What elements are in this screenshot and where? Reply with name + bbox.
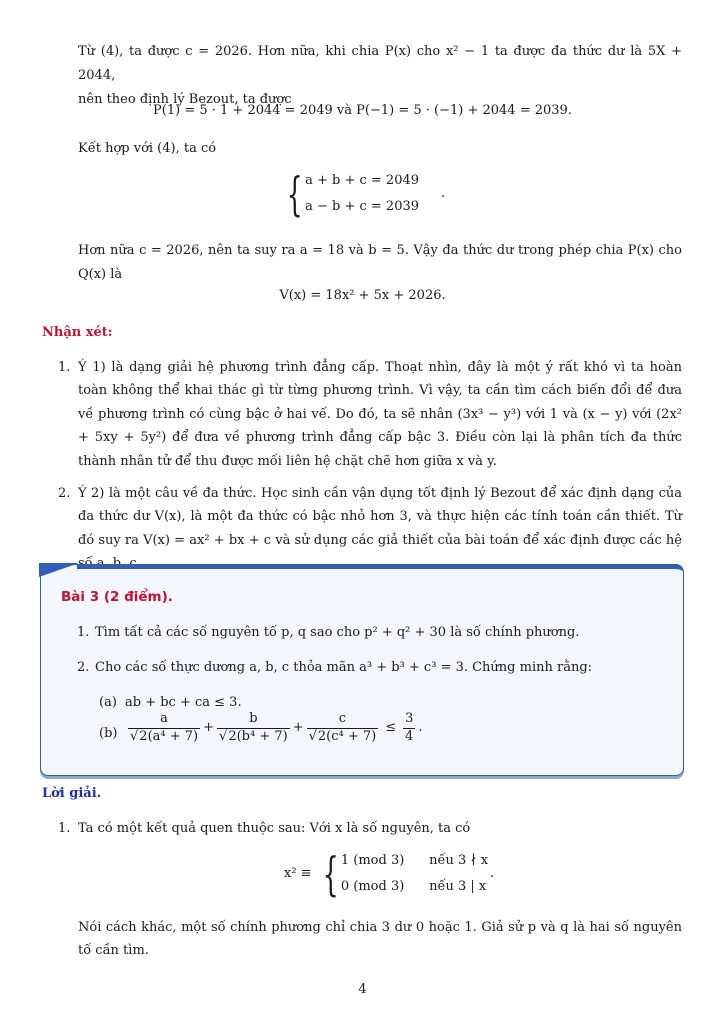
congruence-lhs: x² ≡ bbox=[284, 865, 312, 881]
solution-1-intro: Ta có một kết quả quen thuộc sau: Với x là số nguyên, ta có bbox=[78, 821, 471, 836]
plus-1: + bbox=[203, 719, 215, 735]
remark-item-2: Ý 2) là một câu về đa thức. Học sinh cần vận dụng tốt định lý Bezout để xác định dạng của đa thức dư V(x), là một đa thức có bậc nhỏ hơn 3, và thực hiện các tính toán cần thiết. Từ đó suy ra V(x) = ax² + bx + c và sử dụng các giả thiết của bài toán để xác định được các hệ bbox=[78, 486, 682, 548]
problem-box bbox=[40, 564, 684, 776]
congruence-cases bbox=[284, 848, 494, 900]
problem-qb-inequality bbox=[125, 711, 423, 746]
problem-qa: ab + bc + ca ≤ 3. bbox=[125, 695, 242, 710]
remark-item-2-number: 2. bbox=[58, 486, 71, 501]
congruence-end: . bbox=[490, 865, 495, 881]
solution-1-number: 1. bbox=[58, 821, 71, 836]
leq-sign: ≤ bbox=[385, 719, 397, 735]
solution-heading: Lời giải. bbox=[42, 786, 102, 801]
qb-end: . bbox=[418, 719, 423, 735]
plus-2: + bbox=[292, 719, 304, 735]
system-equations-1 bbox=[42, 168, 683, 220]
page-number: 4 bbox=[358, 982, 367, 997]
solution-1-paragraph: Nói cách khác, một số chính phương chỉ chia 3 dư 0 hoặc 1. Giả sử p và q là hai số nguyên tố cần tìm. bbox=[78, 920, 682, 959]
left-brace-icon: { bbox=[322, 847, 339, 901]
problem-q2-number: 2. bbox=[77, 660, 90, 675]
system-1-row-1: a + b + c = 2049 bbox=[305, 173, 420, 188]
intro-line-1: Từ (4), ta được c = 2026. Hơn nữa, khi chia P(x) cho x² − 1 ta được đa thức dư là 5X + 2044, bbox=[78, 44, 682, 84]
remark-item-1-number: 1. bbox=[58, 360, 71, 375]
fraction-three-quarters: $\frac{3}{4}$ bbox=[405, 711, 414, 744]
problem-title: Bài 3 (2 điểm). bbox=[61, 589, 173, 605]
combine-line: Kết hợp với (4), ta có bbox=[78, 141, 217, 156]
remark-item-1: Ý 1) là dạng giải hệ phương trình đẳng cấp. Thoạt nhìn, đây là một ý rất khó vì ta hoàn toàn không thể khai thác gì từ từng phương trình. Vì vậy, ta cần tìm cách biến đổi để đưa về phương trình có cùng bậc ở hai vế. Do đó, ta sẽ nhân (3x³ − y³) với 1 và (x − y) với (2x² + 5xy + 5y²) để đưa về phương trình đẳng cấp bậc 3. Điều còn lại là phân tích đa thức thành nhân tử để thu được mối liên hệ chặt chẽ hơn giữa x và y. bbox=[78, 360, 682, 469]
intro-line-2: nên theo định lý Bezout, ta được bbox=[78, 92, 292, 108]
remainder-paragraph: Hơn nữa c = 2026, nên ta suy ra a = 18 và b = 5. Vậy đa thức dư trong phép chia P(x) cho Q(x) là bbox=[78, 243, 682, 283]
fraction-c: $\frac{c}{\text{√2(c⁴ + 7)}}$ bbox=[308, 711, 377, 744]
box-corner-decoration bbox=[39, 563, 79, 577]
problem-qb-label: (b) bbox=[99, 726, 118, 741]
left-brace-icon: { bbox=[286, 167, 303, 221]
problem-q1-number: 1. bbox=[77, 625, 90, 640]
equation-remainder: V(x) = 18x² + 5x + 2026. bbox=[279, 288, 446, 303]
fraction-b: $\frac{b}{\text{√2(b⁴ + 7)}}$ bbox=[219, 711, 288, 744]
fraction-a: $\frac{a}{\text{√2(a⁴ + 7)}}$ bbox=[130, 711, 199, 744]
congruence-row-2: 0 (mod 3) nếu 3 | x bbox=[340, 879, 487, 894]
system-1-row-2: a − b + c = 2039 bbox=[305, 199, 420, 214]
system-1-end: . bbox=[441, 185, 446, 201]
problem-q1: Tìm tất cả các số nguyên tố p, q sao cho p² + q² + 30 là số chính phương. bbox=[95, 625, 580, 640]
problem-qa-label: (a) bbox=[99, 695, 117, 710]
congruence-row-1: 1 (mod 3) nếu 3 ∤ x bbox=[340, 853, 489, 868]
box-top-bar bbox=[77, 564, 683, 575]
remark-heading: Nhận xét: bbox=[42, 325, 113, 340]
system-1 bbox=[280, 168, 445, 220]
problem-q2: Cho các số thực dương a, b, c thỏa mãn a³ + b³ + c³ = 3. Chứng minh rằng: bbox=[95, 660, 593, 675]
equation-p-values: P(1) = 5 · 1 + 2044 = 2049 và P(−1) = 5 · (−1) + 2044 = 2039. bbox=[153, 103, 572, 118]
